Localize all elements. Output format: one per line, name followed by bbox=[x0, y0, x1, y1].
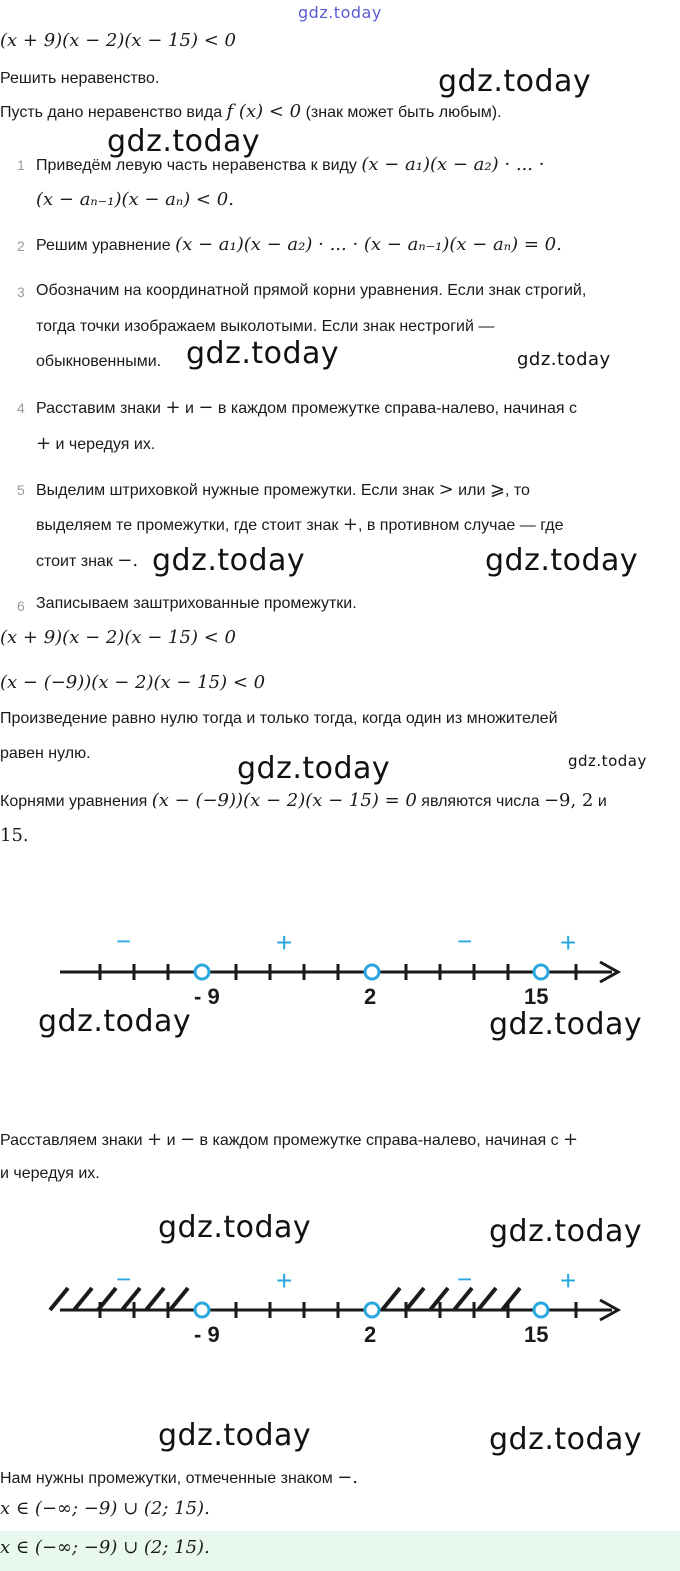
step-4-text: Расставим знаки bbox=[36, 400, 161, 417]
plus-sign: + bbox=[165, 397, 181, 418]
step-2-text: Решим уравнение bbox=[36, 237, 171, 254]
sign-minus: − bbox=[457, 1264, 473, 1294]
watermark: gdz.today bbox=[158, 1210, 312, 1245]
step-number: 1 bbox=[17, 157, 25, 173]
minus-sign: − bbox=[179, 1129, 196, 1150]
step-5-text-b: выделяем те промежутки, где стоит знак bbox=[36, 517, 339, 534]
point-label: 2 bbox=[364, 1322, 377, 1347]
watermark: gdz.today bbox=[485, 543, 639, 578]
hatch-stroke bbox=[382, 1288, 400, 1310]
sign-minus: − bbox=[116, 926, 132, 956]
number-line-1 bbox=[0, 920, 680, 1020]
watermark: gdz.today bbox=[186, 336, 340, 371]
minus-sign: −. bbox=[337, 1467, 359, 1488]
point-label: 15 bbox=[524, 1322, 549, 1347]
step-number: 2 bbox=[17, 238, 25, 254]
step-5-line2 bbox=[36, 514, 564, 535]
step-1-math-line2: (x − aₙ₋₁)(x − aₙ) < 0. bbox=[36, 189, 234, 210]
ge-sign: ⩾ bbox=[489, 479, 505, 500]
watermark: gdz.today bbox=[438, 64, 592, 99]
roots-values: −9, 2 bbox=[543, 790, 594, 811]
point-label: - 9 bbox=[194, 1322, 220, 1347]
intro-line bbox=[0, 101, 502, 122]
signs-text: Расставляем знаки bbox=[0, 1132, 143, 1149]
watermark: gdz.today bbox=[489, 1214, 643, 1249]
step-number: 3 bbox=[17, 284, 25, 300]
signs-line1 bbox=[0, 1129, 578, 1150]
roots-math: (x − (−9))(x − 2)(x − 15) = 0 bbox=[151, 790, 417, 811]
hatch-stroke bbox=[50, 1288, 68, 1310]
root-point bbox=[534, 965, 548, 979]
intro-text-end: (знак может быть любым). bbox=[305, 104, 502, 121]
step-5-line3 bbox=[36, 550, 138, 571]
roots-text: Корнями уравнения bbox=[0, 793, 148, 810]
root-point bbox=[195, 965, 209, 979]
sign-minus: − bbox=[116, 1264, 132, 1294]
step-5-text-d: стоит знак bbox=[36, 553, 113, 570]
step-5-comma: , то bbox=[504, 482, 530, 499]
step-3-line1: Обозначим на координатной прямой корни уравнения. Если знак строгий, bbox=[36, 282, 587, 299]
step-6-text: Записываем заштрихованные промежутки. bbox=[36, 595, 357, 612]
hatch-stroke bbox=[478, 1288, 496, 1310]
number-line-2 bbox=[0, 1258, 680, 1358]
step-2-math: (x − a₁)(x − a₂) · ... · (x − aₙ₋₁)(x − aₙ) = 0. bbox=[175, 234, 562, 255]
step-1-line bbox=[36, 154, 544, 175]
step-4-line1 bbox=[36, 397, 577, 418]
point-label: 15 bbox=[524, 984, 549, 1009]
watermark: gdz.today bbox=[489, 1007, 643, 1042]
hatch-stroke bbox=[146, 1288, 164, 1310]
hatch-stroke bbox=[170, 1288, 188, 1310]
watermark: gdz.today bbox=[489, 1422, 643, 1457]
point-label: 2 bbox=[364, 984, 377, 1009]
root-point bbox=[365, 965, 379, 979]
hatch-stroke bbox=[502, 1288, 520, 1310]
gt-sign: > bbox=[438, 479, 454, 500]
need-line bbox=[0, 1467, 358, 1488]
work-eq1: (x + 9)(x − 2)(x − 15) < 0 bbox=[0, 627, 236, 648]
plus-sign: + bbox=[147, 1129, 163, 1150]
sign-plus: + bbox=[276, 927, 293, 958]
step-5-line1 bbox=[36, 479, 530, 500]
plus-sign: + bbox=[563, 1129, 579, 1150]
watermark: gdz.today bbox=[568, 752, 647, 770]
product-line2: равен нулю. bbox=[0, 745, 91, 762]
minus-sign: − bbox=[198, 397, 214, 418]
step-number: 5 bbox=[17, 482, 25, 498]
sign-plus: + bbox=[560, 927, 577, 958]
step-number: 6 bbox=[17, 598, 25, 614]
intro-math: f (x) < 0 bbox=[226, 101, 302, 122]
step-4-line2 bbox=[36, 433, 155, 454]
hatch-stroke bbox=[406, 1288, 424, 1310]
sign-plus: + bbox=[276, 1265, 293, 1296]
intro-text: Пусть дано неравенство вида bbox=[0, 104, 223, 121]
plus-sign: + bbox=[36, 433, 52, 454]
step-5-or: или bbox=[458, 482, 486, 499]
roots-text-c: и bbox=[597, 793, 607, 810]
step-3-line2: тогда точки изображаем выколотыми. Если знак нестрогий — bbox=[36, 318, 495, 335]
watermark: gdz.today bbox=[517, 349, 611, 370]
work-eq2: (x − (−9))(x − 2)(x − 15) < 0 bbox=[0, 672, 266, 693]
step-5-text: Выделим штриховкой нужные промежутки. Если знак bbox=[36, 482, 435, 499]
minus-sign: −. bbox=[117, 550, 139, 571]
root-point bbox=[365, 1303, 379, 1317]
sign-plus: + bbox=[560, 1265, 577, 1296]
watermark: gdz.today bbox=[237, 751, 391, 786]
watermark-top: gdz.today bbox=[298, 3, 382, 22]
step-number: 4 bbox=[17, 400, 25, 416]
step-2-line bbox=[36, 234, 562, 255]
signs-text-b: в каждом промежутке справа-налево, начиная с bbox=[199, 1132, 559, 1149]
need-text: Нам нужны промежутки, отмеченные знаком bbox=[0, 1470, 333, 1487]
point-label: - 9 bbox=[194, 984, 220, 1009]
watermark: gdz.today bbox=[152, 543, 306, 578]
plus-sign: + bbox=[342, 514, 358, 535]
step-1-math: (x − a₁)(x − a₂) · ... · bbox=[361, 154, 545, 175]
watermark: gdz.today bbox=[107, 124, 261, 159]
roots-last: 15. bbox=[0, 825, 29, 846]
step-1-text: Приведём левую часть неравенства к виду bbox=[36, 157, 357, 174]
hatch-stroke bbox=[74, 1288, 92, 1310]
watermark: gdz.today bbox=[158, 1418, 312, 1453]
roots-text-b: являются числа bbox=[421, 793, 540, 810]
root-point bbox=[195, 1303, 209, 1317]
signs-and: и bbox=[166, 1132, 176, 1149]
problem-expression: (x + 9)(x − 2)(x − 15) < 0 bbox=[0, 30, 236, 51]
step-5-text-c: , в противном случае — где bbox=[357, 517, 564, 534]
step-4-and: и bbox=[184, 400, 194, 417]
product-line1: Произведение равно нулю тогда и только тогда, когда один из множителей bbox=[0, 710, 558, 727]
signs-line2: и чередуя их. bbox=[0, 1165, 100, 1182]
step-4-text-c: и чередуя их. bbox=[55, 436, 156, 453]
watermark: gdz.today bbox=[38, 1004, 192, 1039]
final-answer: x ∈ (−∞; −9) ∪ (2; 15). bbox=[0, 1537, 210, 1558]
task-text: Решить неравенство. bbox=[0, 70, 160, 87]
answer-line: x ∈ (−∞; −9) ∪ (2; 15). bbox=[0, 1498, 210, 1519]
roots-line bbox=[0, 790, 607, 811]
root-point bbox=[534, 1303, 548, 1317]
step-3-line3: обыкновенными. bbox=[36, 353, 162, 370]
sign-minus: − bbox=[457, 926, 473, 956]
step-4-text-b: в каждом промежутке справа-налево, начиная с bbox=[217, 400, 577, 417]
